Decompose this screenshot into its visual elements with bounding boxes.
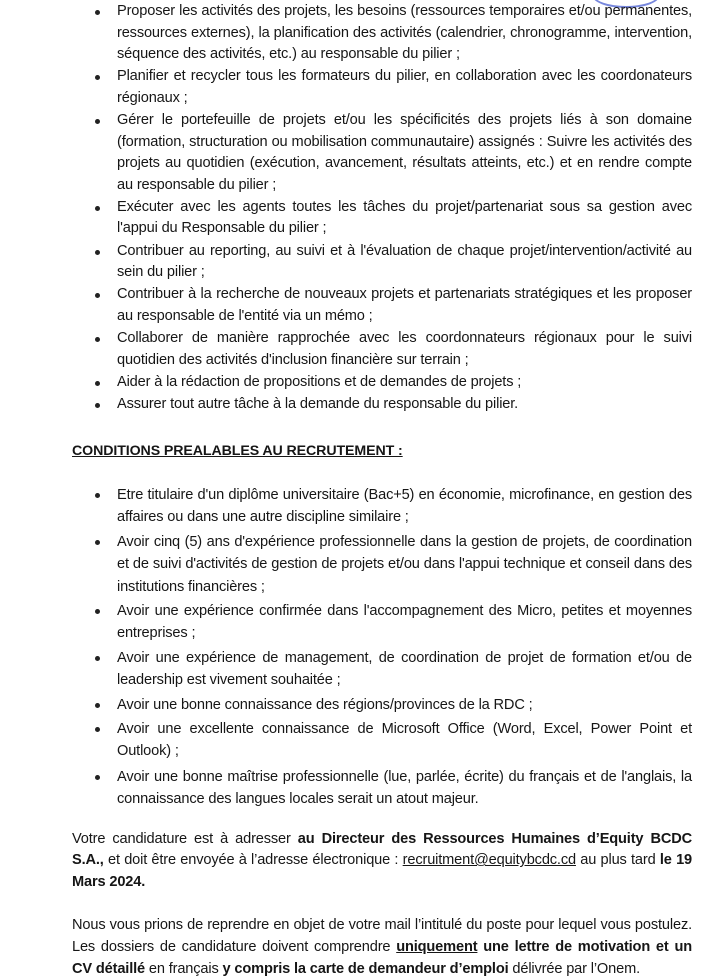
application-paragraph <box>72 829 692 894</box>
text-span: au plus tard <box>575 852 660 869</box>
text-span: et doit être envoyée à l’adresse électronique : <box>103 852 403 869</box>
list-item: Contribuer au reporting, au suivi et à l'évaluation de chaque projet/intervention/activité au sein du pilier ; <box>72 241 692 284</box>
list-item: Exécuter avec les agents toutes les tâches du projet/partenariat sous sa gestion avec l'appui du Responsable du pilier ; <box>72 197 692 240</box>
list-item: Avoir une expérience confirmée dans l'accompagnement des Micro, petites et moyennes entreprises ; <box>72 600 692 645</box>
conditions-heading: CONDITIONS PREALABLES AU RECRUTEMENT : <box>72 443 403 460</box>
recipient-bold: au Directeur des Ressources Humaines d’Equity BCDC S.A., <box>72 830 693 869</box>
list-item: Contribuer à la recherche de nouveaux projets et partenariats stratégiques et les proposer au responsable de l'entité via un mémo ; <box>72 284 692 327</box>
list-item: Avoir une bonne connaissance des régions/provinces de la RDC ; <box>72 694 692 716</box>
list-item: Avoir une bonne maîtrise professionnelle (lue, parlée, écrite) du français et de l'anglais, la connaissance des langues locales serait un atout majeur. <box>72 766 692 811</box>
document-page <box>72 1 692 980</box>
email-link[interactable]: recruitment@equitybcdc.cd <box>402 852 576 869</box>
list-item: Aider à la rédaction de propositions et de demandes de projets ; <box>72 372 692 394</box>
text-span: Votre candidature est à adresser <box>72 830 298 847</box>
text-span: en français <box>144 960 223 977</box>
conditions-list <box>72 484 692 811</box>
text-span: délivrée par l’Onem. <box>508 960 640 977</box>
instructions-paragraph <box>72 915 692 980</box>
list-item: Avoir une excellente connaissance de Microsoft Office (Word, Excel, Power Point et Outlook) ; <box>72 718 692 763</box>
uniquement-bold: uniquement <box>396 938 478 955</box>
list-item: Collaborer de manière rapprochée avec les coordonnateurs régionaux pour le suivi quotidien des activités d'inclusion financière sur terrain ; <box>72 328 692 371</box>
job-card-bold: y compris la carte de demandeur d’emploi <box>222 960 509 977</box>
list-item: Avoir une expérience de management, de coordination de projet de formation et/ou de leadership est vivement souhaitée ; <box>72 647 692 692</box>
list-item: Proposer les activités des projets, les besoins (ressources temporaires et/ou permanentes, ressources externes), la planification des activités (calendrier, chronogramme, intervention, séquence des activités, etc.) au responsable du pilier ; <box>72 1 692 66</box>
deadline-bold: le 19 Mars 2024. <box>72 852 692 890</box>
list-item: Etre titulaire d'un diplôme universitaire (Bac+5) en économie, microfinance, en gestion des affaires ou dans une autre discipline similaire ; <box>72 484 692 529</box>
documents-bold: une lettre de motivation et un CV détaillé <box>72 938 692 977</box>
list-item: Avoir cinq (5) ans d'expérience professionnelle dans la gestion de projets, de coordination et de suivi d'activités de gestion de projets et/ou dans l'appui technique et conseil dans des institutions financières ; <box>72 531 692 598</box>
list-item: Gérer le portefeuille de projets et/ou les spécificités des projets liés à son domaine (formation, structuration ou mobilisation communautaire) assignés : Suivre les activités des projets au quotidien (exécution, avancement, résultats atteints, etc.) et en rendre compte au responsable du pilier ; <box>72 110 692 196</box>
text-span: Nous vous prions de reprendre en objet de votre mail l’intitulé du poste pour lequel vous postulez. Les dossiers de candidature doivent comprendre <box>72 917 692 955</box>
list-item: Assurer tout autre tâche à la demande du responsable du pilier. <box>72 394 692 416</box>
list-item: Planifier et recycler tous les formateurs du pilier, en collaboration avec les coordonateurs régionaux ; <box>72 66 692 109</box>
responsibilities-list <box>72 1 692 415</box>
